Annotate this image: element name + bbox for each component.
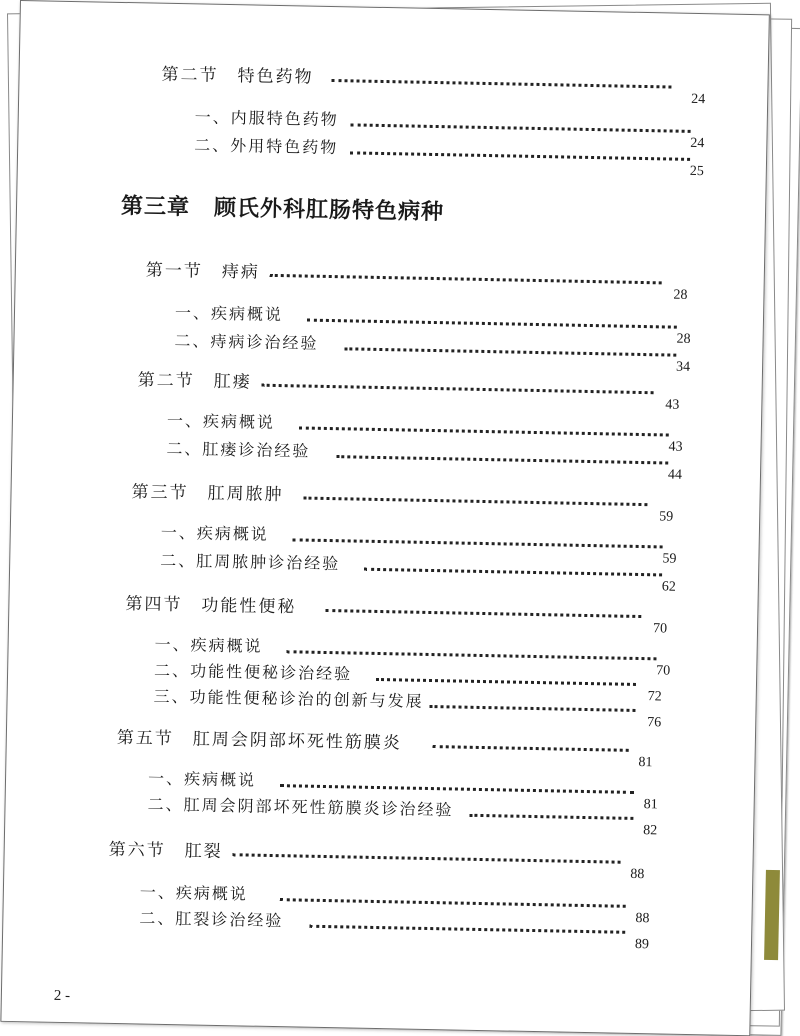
leader-dots (331, 79, 671, 89)
page-number: 88 (635, 910, 650, 927)
page-number: 72 (647, 689, 662, 705)
page-number: 25 (689, 163, 704, 180)
page-number: 76 (647, 715, 662, 731)
page-number: 81 (638, 755, 653, 771)
leader-dots (307, 319, 677, 329)
item-label: 一、疾病概说 (160, 522, 269, 544)
leader-dots (270, 274, 662, 285)
item-label: 一、内服特色药物 (194, 107, 339, 130)
item-label: 一、疾病概说 (139, 882, 249, 904)
leader-dots (344, 347, 676, 356)
leader-dots (233, 853, 621, 863)
leader-dots (280, 784, 634, 794)
toc-section-entry[interactable] (137, 365, 698, 413)
section-label: 第一节 痔病 (145, 260, 261, 283)
page-number: 70 (656, 663, 671, 679)
section-label: 第四节 功能性便秘 (125, 594, 297, 618)
leader-dots (303, 497, 647, 507)
page-number: 81 (643, 797, 658, 813)
item-label: 二、痔病诊治经验 (174, 331, 319, 353)
page-number: 28 (673, 287, 688, 303)
item-label: 一、疾病概说 (174, 303, 284, 325)
item-label: 一、疾病概说 (147, 768, 257, 790)
toc-section-entry[interactable] (125, 589, 685, 637)
leader-dots (309, 925, 625, 934)
section-label: 第六节 肛裂 (108, 839, 223, 863)
chapter-number: 第三章 (120, 192, 191, 221)
toc-section-entry[interactable] (108, 835, 668, 883)
toc-section-entry[interactable] (116, 723, 677, 771)
leader-dots (336, 455, 668, 464)
page-number: 59 (659, 509, 674, 525)
item-label: 二、外用特色药物 (194, 135, 339, 158)
page-number: 82 (643, 823, 658, 839)
footer-page-number: 2 - (53, 987, 71, 1005)
page-number: 28 (676, 331, 691, 347)
leader-dots (433, 745, 629, 752)
item-label: 二、肛瘘诊治经验 (166, 438, 311, 461)
item-label: 二、肛裂诊治经验 (139, 908, 284, 931)
page-number: 89 (634, 936, 650, 953)
section-label: 第二节 肛瘘 (137, 370, 252, 393)
leader-dots (325, 609, 641, 618)
leader-dots (293, 538, 663, 548)
item-label: 一、疾病概说 (166, 410, 276, 432)
leader-dots (262, 384, 654, 395)
item-label: 二、肛周会阴部坏死性筋膜炎诊治经验 (147, 794, 454, 820)
page-number: 59 (662, 551, 677, 567)
item-label: 一、疾病概说 (154, 634, 263, 656)
section-label: 第三节 肛周脓肿 (131, 482, 284, 506)
chapter-title: 顾氏外科肛肠特色病种 (213, 194, 445, 226)
toc-section-entry[interactable] (131, 477, 691, 525)
item-label: 三、功能性便秘诊治的创新与发展 (153, 686, 424, 711)
page-number: 44 (667, 467, 683, 483)
page-number: 24 (690, 135, 705, 152)
page-number: 88 (630, 866, 645, 883)
section-label: 第五节 肛周会阴部坏死性筋膜炎 (116, 727, 402, 754)
item-label: 二、功能性便秘诊治经验 (153, 660, 353, 684)
toc-section-entry[interactable] (145, 255, 706, 303)
page-number: 43 (668, 439, 683, 455)
toc-section-entry[interactable] (161, 60, 721, 108)
leader-dots (469, 814, 633, 820)
back-cover-edge (764, 870, 780, 960)
leader-dots (364, 568, 662, 577)
leader-dots (429, 705, 635, 712)
item-label: 二、肛周脓肿诊治经验 (160, 550, 341, 574)
leader-dots (287, 650, 657, 660)
section-label: 第二节 特色药物 (161, 64, 314, 88)
page-number: 43 (665, 397, 680, 413)
page-number: 70 (652, 621, 668, 637)
leader-dots (351, 123, 691, 133)
leader-dots (299, 426, 669, 436)
leader-dots (280, 898, 626, 908)
leader-dots (376, 678, 636, 686)
page-number: 34 (675, 359, 691, 375)
page-number: 24 (691, 91, 706, 108)
chapter-heading[interactable] (121, 189, 469, 227)
leader-dots (350, 151, 690, 161)
page-number: 62 (661, 579, 676, 595)
